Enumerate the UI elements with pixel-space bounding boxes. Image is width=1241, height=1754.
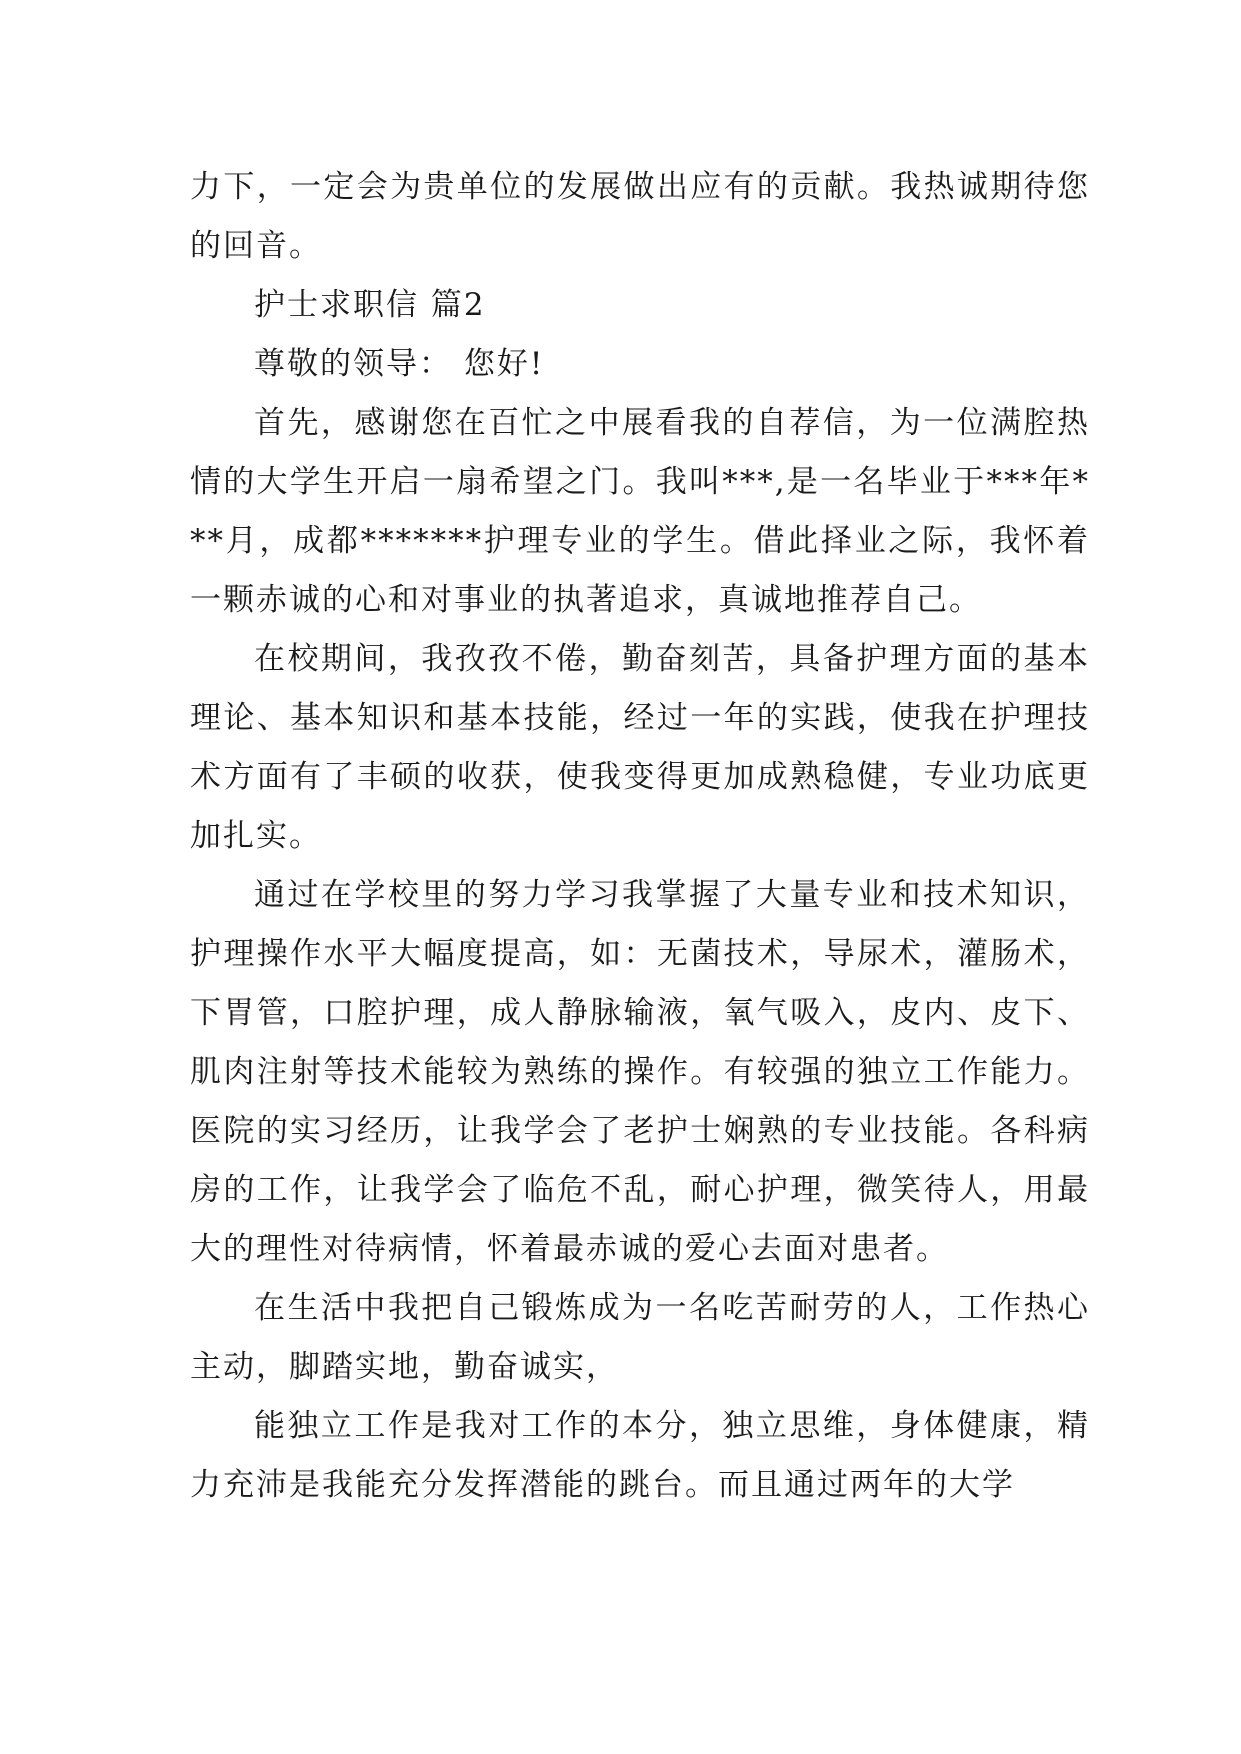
paragraph-skills: 通过在学校里的努力学习我掌握了大量专业和技术知识，护理操作水平大幅度提高，如：无菌技术，导尿术，灌肠术，下胃管，口腔护理，成人静脉输液，氧气吸入，皮内、皮下、肌肉注射等技术能较为熟练的操作。有较强的独立工作能力。医院的实习经历，让我学会了老护士娴熟的专业技能。各科病房的工作，让我学会了临危不乱，耐心护理，微笑待人，用最大的理性对待病情，怀着最赤诚的爱心去面对患者。 bbox=[190, 877, 1090, 1267]
salutation: 尊敬的领导： 您好! bbox=[254, 346, 545, 382]
paragraph-life: 在生活中我把自己锻炼成为一名吃苦耐劳的人，工作热心主动，脚踏实地，勤奋诚实， bbox=[190, 1290, 1090, 1385]
paragraph-independence: 能独立工作是我对工作的本分，独立思维，身体健康，精力充沛是我能充分发挥潜能的跳台。而且通过两年的大学 bbox=[190, 1408, 1090, 1503]
section-heading: 护士求职信 篇2 bbox=[254, 287, 486, 323]
paragraph-introduction: 首先，感谢您在百忙之中展看我的自荐信，为一位满腔热情的大学生开启一扇希望之门。我叫***,是一名毕业于***年***月，成都*******护理专业的学生。借此择业之际，我怀着一颗赤诚的心和对事业的执著追求，真诚地推荐自己。 bbox=[190, 405, 1090, 618]
document-body bbox=[190, 158, 1090, 1515]
paragraph-school-period: 在校期间，我孜孜不倦，勤奋刻苦，具备护理方面的基本理论、基本知识和基本技能，经过一年的实践，使我在护理技术方面有了丰硕的收获，使我变得更加成熟稳健，专业功底更加扎实。 bbox=[190, 641, 1090, 854]
paragraph-closing-continued: 力下，一定会为贵单位的发展做出应有的贡献。我热诚期待您的回音。 bbox=[190, 169, 1090, 264]
